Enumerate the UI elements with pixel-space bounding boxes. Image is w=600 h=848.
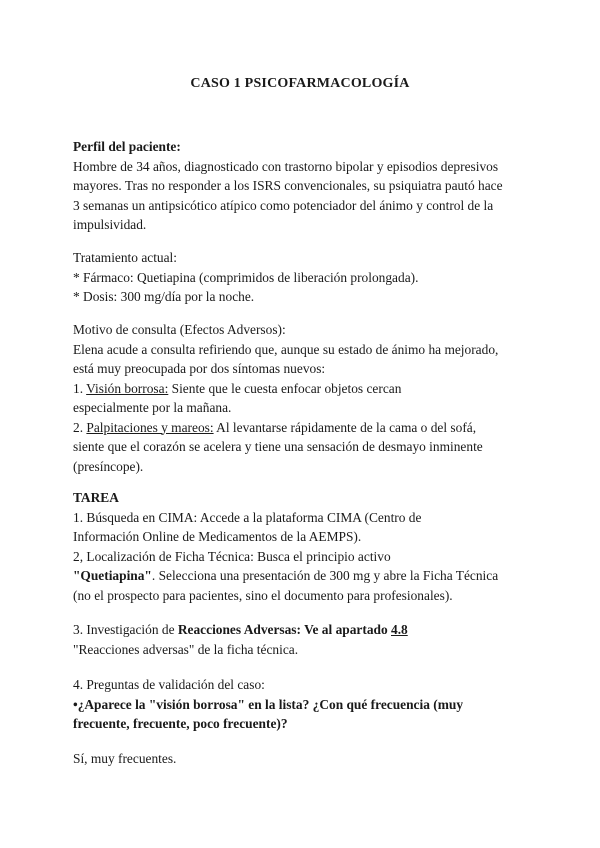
profile-line: Hombre de 34 años, diagnosticado con trastorno bipolar y episodios depresivos [73,158,499,174]
answer-section [73,749,533,769]
patient-profile-section [73,137,533,235]
task-2-drug: "Quetiapina" [73,568,152,583]
document-title: CASO 1 PSICOFARMACOLOGÍA [190,76,410,91]
profile-line: 3 semanas un antipsicótico atípico como potenciador del ánimo y control de la [73,197,494,213]
symptom-1-label: Visión borrosa: [86,380,169,396]
task-1: 1. Búsqueda en CIMA: Accede a la plataforma CIMA (Centro de [73,509,422,525]
question-1: •¿Aparece la "visión borrosa" en la lista? ¿Con qué frecuencia (muy [73,696,464,712]
consultation-intro: está muy preocupada por dos síntomas nuevos: [73,361,326,376]
consultation-section [73,320,533,476]
symptom-number: 2. [73,419,87,435]
symptom-1-text: Siente que le cuesta enfocar objetos cercan [168,380,402,396]
symptom-2 [73,418,533,438]
symptom-1 [73,379,533,399]
symptom-2-continuation: (presíncope). [73,458,144,474]
task-4 [73,675,533,734]
task-2-continuation: (no el prospecto para pacientes, sino el documento para profesionales). [73,587,453,603]
task-3-continuation: "Reacciones adversas" de la ficha técnica. [73,641,299,657]
symptom-2-text: Al levantarse rápidamente de la cama o del sofá, [213,419,477,435]
task-4-heading: 4. Preguntas de validación del caso: [73,677,265,692]
profile-heading: Perfil del paciente: [73,139,181,154]
profile-line: mayores. Tras no responder a los ISRS convencionales, su psiquiatra pautó hace [73,178,503,193]
treatment-heading: Tratamiento actual: [73,250,177,265]
task-3-bold: Reacciones Adversas: Ve al apartado [177,622,391,637]
task-3-section: 4.8 [391,622,408,637]
task-2-text: . Selecciona una presentación de 300 mg y abre la Ficha Técnica [151,568,499,583]
task-3 [73,620,533,659]
task-1-continuation: Información Online de Medicamentos de la AEMPS). [73,529,362,544]
symptom-2-label: Palpitaciones y mareos: [86,419,214,435]
symptom-number: 1. [73,380,87,396]
question-1-continuation: frecuente, frecuente, poco frecuente)? [73,716,288,731]
task-2-continuation [73,566,533,586]
symptom-1-continuation: especialmente por la mañana. [73,400,232,415]
treatment-drug: * Fármaco: Quetiapina (comprimidos de liberación prolongada). [73,269,419,285]
treatment-dose: * Dosis: 300 mg/día por la noche. [73,289,255,304]
profile-line: impulsividad. [73,217,147,232]
task-section [73,488,533,605]
treatment-section [73,248,533,307]
answer-text: Sí, muy frecuentes. [73,751,177,766]
task-heading: TAREA [73,490,119,505]
task-3-line [73,620,533,640]
consultation-intro: Elena acude a consulta refiriendo que, aunque su estado de ánimo ha mejorado, [73,341,499,357]
task-3-prefix: 3. Investigación de [73,622,178,637]
consultation-heading: Motivo de consulta (Efectos Adversos): [73,322,286,337]
task-2: 2, Localización de Ficha Técnica: Busca el principio activo [73,548,391,564]
symptom-2-continuation: siente que el corazón se acelera y tiene una sensación de desmayo inminente [73,439,483,454]
